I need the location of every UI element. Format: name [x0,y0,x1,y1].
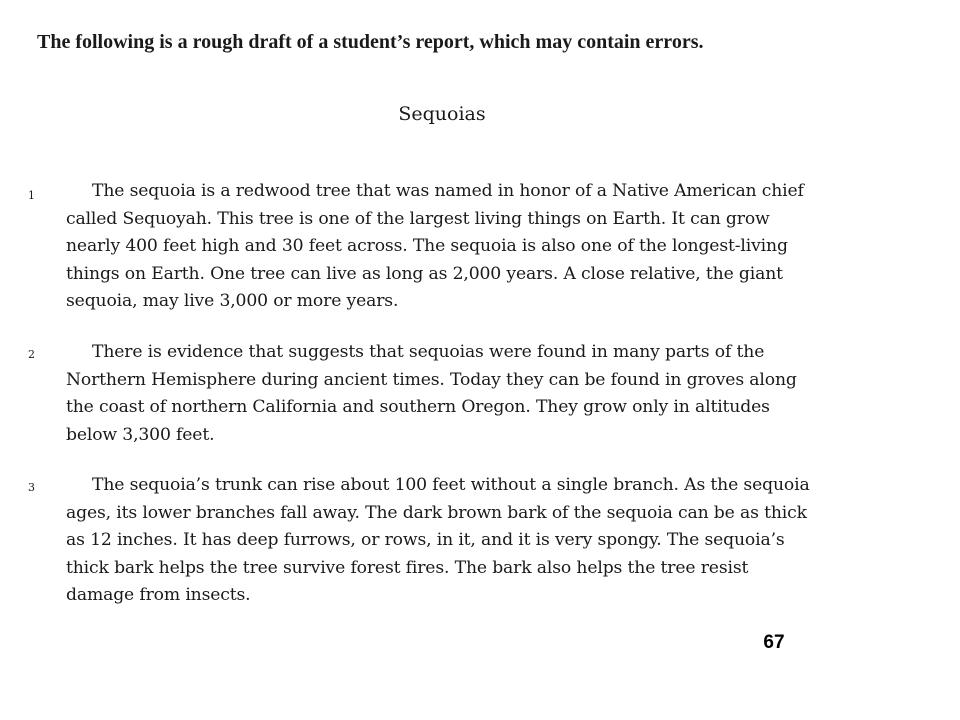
paragraph-line: things on Earth. One tree can live as long as 2,000 years. A close relative, the giant [66,263,783,284]
paragraph-line: Northern Hemisphere during ancient times. Today they can be found in groves along [66,369,797,390]
paragraph-line: thick bark helps the tree survive forest fires. The bark also helps the tree resist [66,557,749,578]
paragraph-line: ages, its lower branches fall away. The dark brown bark of the sequoia can be as thick [66,502,807,523]
paragraph-2 [66,339,928,449]
paragraph-line: sequoia, may live 3,000 or more years. [66,291,399,312]
report-title: Sequoias [398,103,486,125]
intro-text: The following is a rough draft of a student’s report, which may contain errors. [37,31,704,53]
paragraph-number: 3 [28,481,35,494]
page-number: 67 [763,632,785,653]
paragraph-line: called Sequoyah. This tree is one of the largest living things on Earth. It can grow [66,208,770,229]
paragraph-line: nearly 400 feet high and 30 feet across. The sequoia is also one of the longest-living [66,236,788,257]
paragraph-1 [66,178,928,316]
paragraph-line: The sequoia’s trunk can rise about 100 feet without a single branch. As the sequoia [92,475,810,495]
paragraph-line: as 12 inches. It has deep furrows, or rows, in it, and it is very spongy. The sequoia’s [66,530,785,551]
paragraph-line: There is evidence that suggests that sequoias were found in many parts of the [92,342,765,362]
paragraph-number: 1 [28,189,35,202]
paragraph-3 [66,472,928,610]
paragraph-number: 2 [28,348,35,361]
paragraph-line: below 3,300 feet. [66,424,215,445]
paragraph-line: damage from insects. [66,585,251,606]
paragraph-line: the coast of northern California and southern Oregon. They grow only in altitudes [66,397,770,418]
paragraph-line: The sequoia is a redwood tree that was named in honor of a Native American chief [92,181,804,201]
